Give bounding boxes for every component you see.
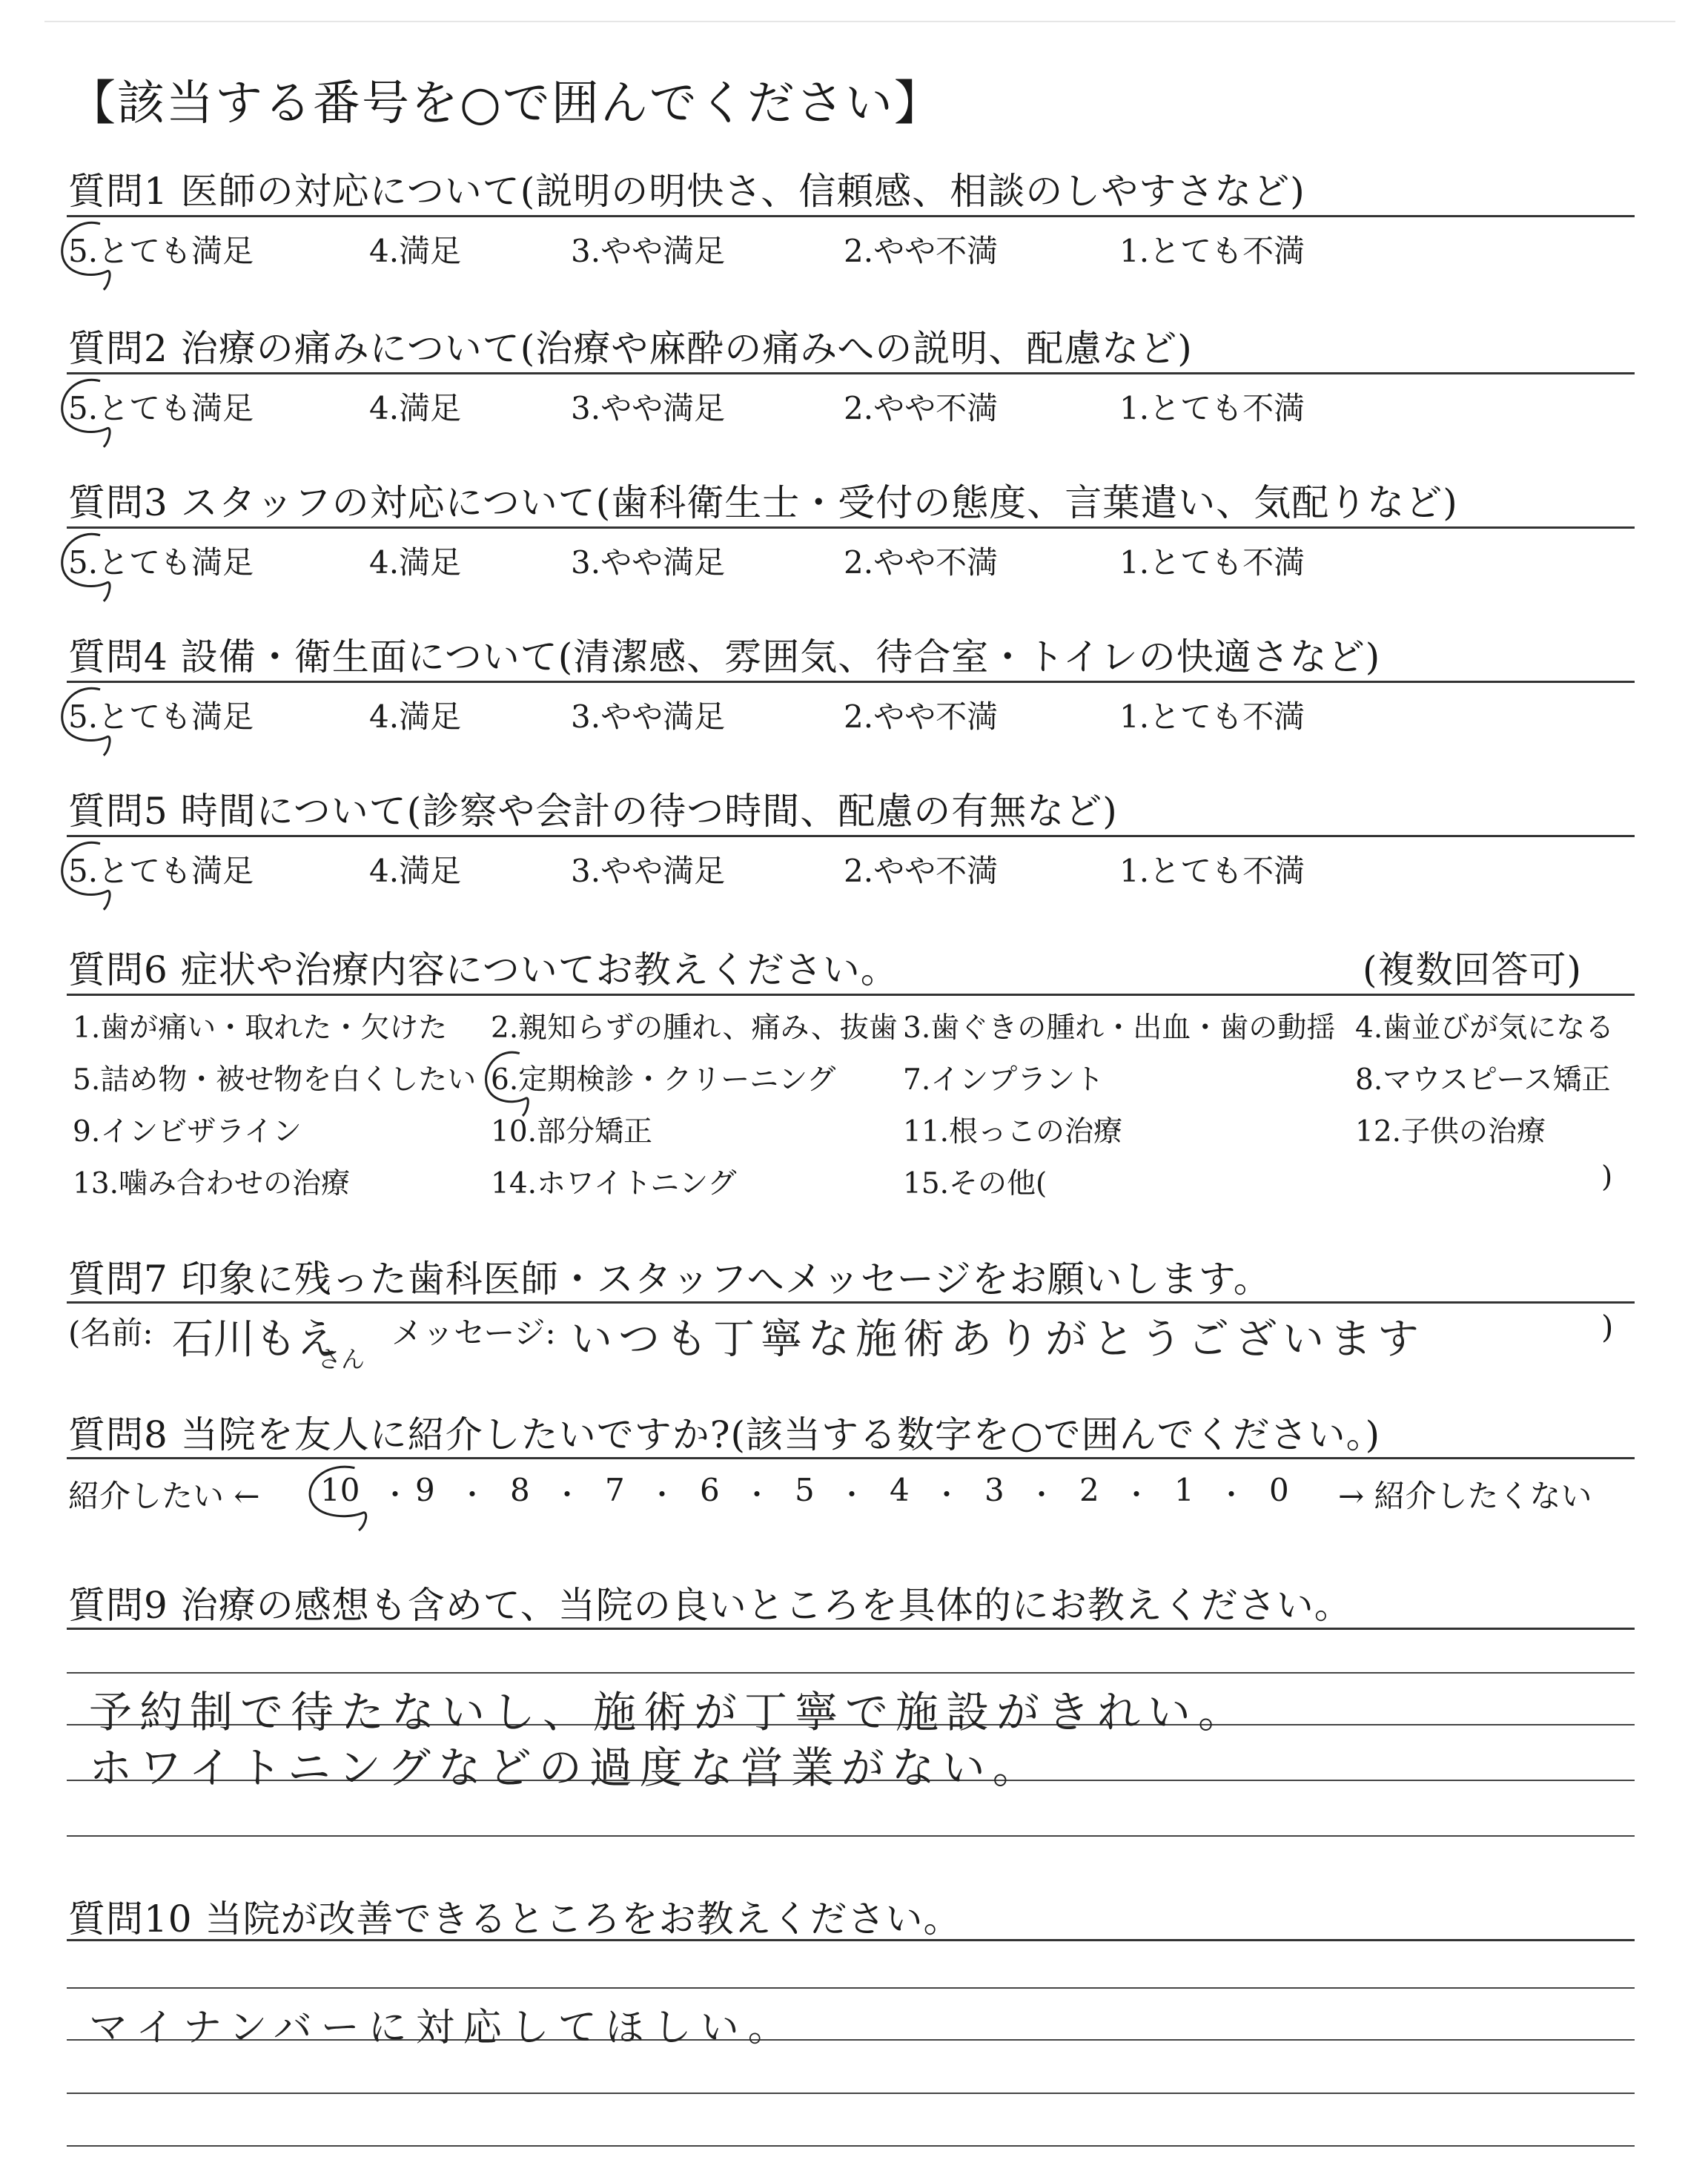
q7-name-label: (名前: (68, 1315, 153, 1351)
q5-selection-circle (56, 836, 116, 915)
q2-option-1[interactable]: 1.とても不満 (1119, 390, 1305, 426)
q6-option-14[interactable]: 14.ホワイトニング (491, 1167, 737, 1200)
q4-option-5[interactable]: 5.とても満足 (68, 698, 254, 735)
q2-option-2[interactable]: 2.やや不満 (844, 390, 999, 426)
q9-writing-line-4 (67, 1835, 1635, 1837)
q8-scale-8[interactable]: 8 (510, 1472, 530, 1508)
q10-label: 質問10 当院が改善できるところをお教えください。 (68, 1898, 961, 1941)
q1-rule (67, 215, 1635, 217)
q8-scale-5[interactable]: 5 (795, 1472, 815, 1508)
q10-writing-line-1 (67, 1987, 1635, 1989)
q1-option-3[interactable]: 3.やや満足 (571, 233, 726, 269)
q8-scale-10[interactable]: 10 (320, 1472, 360, 1508)
q2-option-4[interactable]: 4.満足 (369, 390, 462, 426)
q9-rule (67, 1628, 1635, 1630)
q6-option-9[interactable]: 9.インビザライン (73, 1115, 302, 1149)
q4-rule (67, 681, 1635, 683)
q6-option-3[interactable]: 3.歯ぐきの腫れ・出血・歯の動揺 (903, 1011, 1336, 1045)
q6-option-11[interactable]: 11.根っこの治療 (903, 1115, 1123, 1149)
q4-option-4[interactable]: 4.満足 (369, 698, 462, 735)
q7-name-suffix: さん (317, 1345, 365, 1373)
q6-option-2[interactable]: 2.親知らずの腫れ、痛み、抜歯 (491, 1011, 898, 1045)
q7-message-label: メッセージ: (391, 1315, 556, 1351)
q4-option-3[interactable]: 3.やや満足 (571, 698, 726, 735)
q6-option-10[interactable]: 10.部分矯正 (491, 1115, 653, 1149)
q3-option-5[interactable]: 5.とても満足 (68, 544, 254, 581)
q6-rule (67, 994, 1635, 996)
q9-label: 質問9 治療の感想も含めて、当院の良いところを具体的にお教えください。 (68, 1584, 1352, 1627)
q9-writing-line-1 (67, 1672, 1635, 1674)
q6-option-12[interactable]: 12.子供の治療 (1355, 1115, 1546, 1149)
q8-scale-2[interactable]: 2 (1079, 1472, 1099, 1508)
q2-selection-circle (56, 374, 116, 452)
q10-writing-line-4 (67, 2145, 1635, 2147)
q8-scale-0[interactable]: 0 (1269, 1472, 1289, 1508)
q6-option-15[interactable]: 15.その他( (903, 1167, 1047, 1200)
q8-right-label: → 紹介したくない (1338, 1478, 1592, 1514)
q6-option-4[interactable]: 4.歯並びが気になる (1355, 1011, 1615, 1045)
q5-option-3[interactable]: 3.やや満足 (571, 853, 726, 889)
q1-option-1[interactable]: 1.とても不満 (1119, 233, 1305, 269)
q6-label: 質問6 症状や治療内容についてお教えください。 (68, 948, 898, 991)
q5-option-4[interactable]: 4.満足 (369, 853, 462, 889)
q3-option-4[interactable]: 4.満足 (369, 544, 462, 581)
q8-scale-separator: ・ (553, 1479, 582, 1511)
q4-option-2[interactable]: 2.やや不満 (844, 698, 999, 735)
scan-top-edge (44, 21, 1675, 22)
q10-answer-line-1[interactable]: マイナンバーに対応してほしい。 (89, 2006, 795, 2050)
q1-option-5[interactable]: 5.とても満足 (68, 233, 254, 269)
q9-answer-line-1[interactable]: 予約制で待たないし、施術が丁寧で施設がきれい。 (89, 1687, 1249, 1737)
q5-label: 質問5 時間について(診察や会計の待つ時間、配慮の有無など) (68, 790, 1118, 833)
q6-option-13[interactable]: 13.噛み合わせの治療 (73, 1167, 351, 1200)
q8-scale-7[interactable]: 7 (605, 1472, 625, 1508)
q9-answer-line-2[interactable]: ホワイトニングなどの過度な営業がない。 (89, 1743, 1043, 1793)
q8-scale-separator: ・ (1027, 1479, 1056, 1511)
q7-message-value[interactable]: いつも丁寧な施術ありがとうございます (571, 1315, 1425, 1364)
q6-option-7[interactable]: 7.インプラント (903, 1063, 1105, 1097)
q8-scale-separator: ・ (838, 1479, 867, 1511)
q3-rule (67, 526, 1635, 529)
q6-option-5[interactable]: 5.詰め物・被せ物を白くしたい (73, 1063, 477, 1097)
q5-option-1[interactable]: 1.とても不満 (1119, 853, 1305, 889)
q3-selection-circle (56, 528, 116, 607)
q7-close-paren: ) (1601, 1309, 1614, 1345)
q6-option-6[interactable]: 6.定期検診・クリーニング (491, 1063, 836, 1097)
q5-option-2[interactable]: 2.やや不満 (844, 853, 999, 889)
q8-scale-1[interactable]: 1 (1174, 1472, 1194, 1508)
q7-name-value[interactable]: 石川もえ (172, 1315, 338, 1364)
q7-rule (67, 1301, 1635, 1304)
q3-option-1[interactable]: 1.とても不満 (1119, 544, 1305, 581)
q1-selection-circle (56, 217, 116, 295)
q4-label: 質問4 設備・衛生面について(清潔感、雰囲気、待合室・トイレの快適さなど) (68, 635, 1381, 678)
q8-scale-separator: ・ (381, 1479, 410, 1511)
q8-scale-separator: ・ (1217, 1479, 1246, 1511)
q1-option-4[interactable]: 4.満足 (369, 233, 462, 269)
q2-option-3[interactable]: 3.やや満足 (571, 390, 726, 426)
q10-rule (67, 1939, 1635, 1941)
q8-selection-circle (304, 1461, 372, 1536)
q6-note: (複数回答可) (1363, 948, 1583, 991)
q8-scale-4[interactable]: 4 (890, 1472, 910, 1508)
q1-label: 質問1 医師の対応について(説明の明快さ、信頼感、相談のしやすさなど) (68, 170, 1305, 213)
q8-scale-separator: ・ (648, 1479, 677, 1511)
q4-selection-circle (56, 682, 116, 761)
q8-label: 質問8 当院を友人に紹介したいですか?(該当する数字を○で囲んでください。) (68, 1413, 1381, 1456)
q8-scale-3[interactable]: 3 (984, 1472, 1004, 1508)
q6-option-1[interactable]: 1.歯が痛い・取れた・欠けた (73, 1011, 448, 1045)
q8-scale-6[interactable]: 6 (700, 1472, 720, 1508)
q3-option-2[interactable]: 2.やや不満 (844, 544, 999, 581)
q8-left-label: 紹介したい ← (68, 1478, 260, 1514)
q2-option-5[interactable]: 5.とても満足 (68, 390, 254, 426)
q3-option-3[interactable]: 3.やや満足 (571, 544, 726, 581)
q7-label: 質問7 印象に残った歯科医師・スタッフへメッセージをお願いします。 (68, 1258, 1271, 1301)
q5-option-5[interactable]: 5.とても満足 (68, 853, 254, 889)
page-title: 【該当する番号を○で囲んでください】 (68, 76, 943, 131)
q8-scale-separator: ・ (1122, 1479, 1151, 1511)
q8-scale-9[interactable]: 9 (415, 1472, 435, 1508)
q5-rule (67, 835, 1635, 837)
q3-label: 質問3 スタッフの対応について(歯科衛生士・受付の態度、言葉遣い、気配りなど) (68, 481, 1458, 524)
q8-scale-separator: ・ (743, 1479, 772, 1511)
q4-option-1[interactable]: 1.とても不満 (1119, 698, 1305, 735)
q6-option-8[interactable]: 8.マウスピース矯正 (1355, 1063, 1611, 1097)
q6-selection-circle-6 (480, 1046, 534, 1122)
q1-option-2[interactable]: 2.やや不満 (844, 233, 999, 269)
q2-rule (67, 372, 1635, 374)
q8-scale-separator: ・ (933, 1479, 961, 1511)
q10-writing-line-3 (67, 2093, 1635, 2094)
q8-scale-separator: ・ (458, 1479, 487, 1511)
q2-label: 質問2 治療の痛みについて(治療や麻酔の痛みへの説明、配慮など) (68, 327, 1193, 370)
q6-option-close-paren: ) (1601, 1160, 1613, 1194)
q8-rule (67, 1457, 1635, 1459)
